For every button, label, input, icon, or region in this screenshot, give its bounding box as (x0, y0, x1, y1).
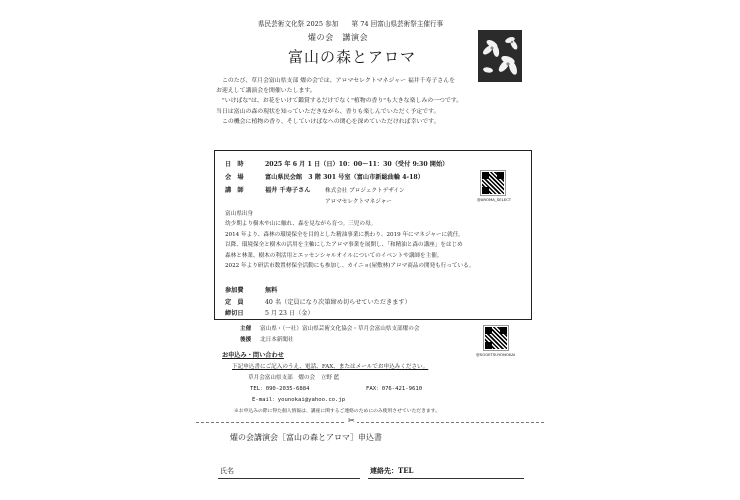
header-top-line: 県民芸術文化祭 2025 参加 第 74 回富山県芸術祭主催行事 (258, 20, 444, 28)
venue-label: 会 場 (225, 174, 244, 181)
date-value: 2025 年 6 月 1 日（日）10：00～11：30（受付 9:30 開始） (265, 161, 449, 168)
bio-line: 以降、環境保全と樹木の活用を主軸にしたアロマ事業を展開し、「和精油と森の講座」をはじめ (225, 242, 463, 249)
capacity-label: 定 員 (225, 299, 244, 306)
speaker-title: アロマセレクトマネジャー (325, 199, 392, 205)
bio-line: 幼少期より樹木や山に触れ、森を見ながら育つ。三児の母。 (225, 221, 377, 228)
contact-heading: お申込み・問い合わせ (222, 352, 284, 359)
cut-line (196, 422, 544, 423)
contact-label: 連絡先：TEL (370, 466, 414, 475)
speaker-name: 福井 千寿子さん (265, 187, 311, 194)
support-label: 後援 (240, 337, 252, 343)
bio-line: 森林と林業、樹木の利活用とエッセンシャルオイルについてのイベントや講師を主催。 (225, 252, 443, 259)
qr-caption: @SOGETSUYONOKAI (476, 352, 516, 357)
deadline-value: 5 月 23 日（金） (265, 310, 314, 317)
venue-value: 富山県民会館 3 階 301 号室（富山市新総曲輪 4-18） (265, 174, 424, 181)
event-details-box (214, 150, 532, 320)
contact-org: 草月会富山県支部 燿の会 立野 藍 (248, 375, 340, 381)
fee-label: 参加費 (225, 287, 244, 294)
host-label: 主催 (240, 326, 252, 332)
header-subtitle: 燿の会 講演会 (308, 33, 369, 42)
intro-line: お迎えして講演会を開催いたします。 (216, 88, 316, 95)
bio-line: 富山県出身 (225, 211, 253, 217)
contact-fax: FAX：076-421-9610 (366, 386, 423, 392)
date-label: 日 時 (225, 161, 244, 168)
contact-email: E-mail：younokai@yahoo.co.jp (252, 397, 346, 403)
intro-line: このたび、草月会富山県支部 燿の会では、アロマセレクトマネジャー 福井千寿子さんを (222, 78, 456, 84)
bio-line: 2014 年より、森林の環境保全を目的とした精油事業に携わり、2019 年にマネジャーに就任。 (225, 231, 464, 238)
qr-code-icon (481, 171, 505, 195)
intro-text (216, 76, 462, 127)
name-label: 氏名 (220, 467, 234, 475)
bio-line: 2022 年より研活市数置材保全活動にも参加し、カイニョ(屋敷林)アロマ商品の開発も行っている。 (225, 263, 475, 270)
intro-line: "いけばな"は、お花をいけて鑑賞するだけでなく"植物の香り"も大きな楽しみの一つです。 (222, 98, 463, 105)
contact-underline (368, 478, 524, 479)
fee-value: 無料 (265, 287, 278, 294)
intro-line: 当日は富山の森の現状を知っていただきながら、香りも楽しんでいただく予定です。 (216, 108, 440, 115)
flyer-page (196, 8, 544, 496)
flower-photo-icon (478, 30, 522, 82)
deadline-label: 締切日 (225, 310, 244, 317)
privacy-note: ※お申込みの際に得た個人情報は、講座に関するご連絡のためにのみ使用させていただきます。 (234, 409, 440, 414)
intro-line: この機会に植物の香り、そしていけばなへの関心を深めていただければ幸いです。 (222, 118, 440, 125)
speaker-label: 講 師 (225, 187, 244, 194)
qr-caption: @AROMA_SELECT (477, 197, 512, 202)
qr-code-icon (484, 326, 508, 350)
scissors-icon: ✂ (348, 416, 355, 425)
name-underline (218, 478, 360, 479)
host-value: 富山県・（一社）富山県芸術文化協会・草月会富山県支部燿の会 (260, 326, 420, 332)
speaker-bio (225, 209, 474, 271)
support-value: 北日本新聞社 (260, 337, 294, 343)
page-title: 富山の森とアロマ (288, 48, 417, 66)
speaker-company: 株式会社 プロジェクトデザイン (325, 188, 405, 194)
contact-instruction: 下記申込書にご記入のうえ、電話、FAX、またはメールでお申込みください。 (232, 364, 429, 370)
capacity-value: 40 名（定員になり次第締め切らせていただきます） (265, 299, 411, 306)
form-title: 燿の会講演会［富山の森とアロマ］申込書 (230, 433, 382, 442)
contact-tel: TEL：090-2035-6884 (250, 386, 310, 392)
